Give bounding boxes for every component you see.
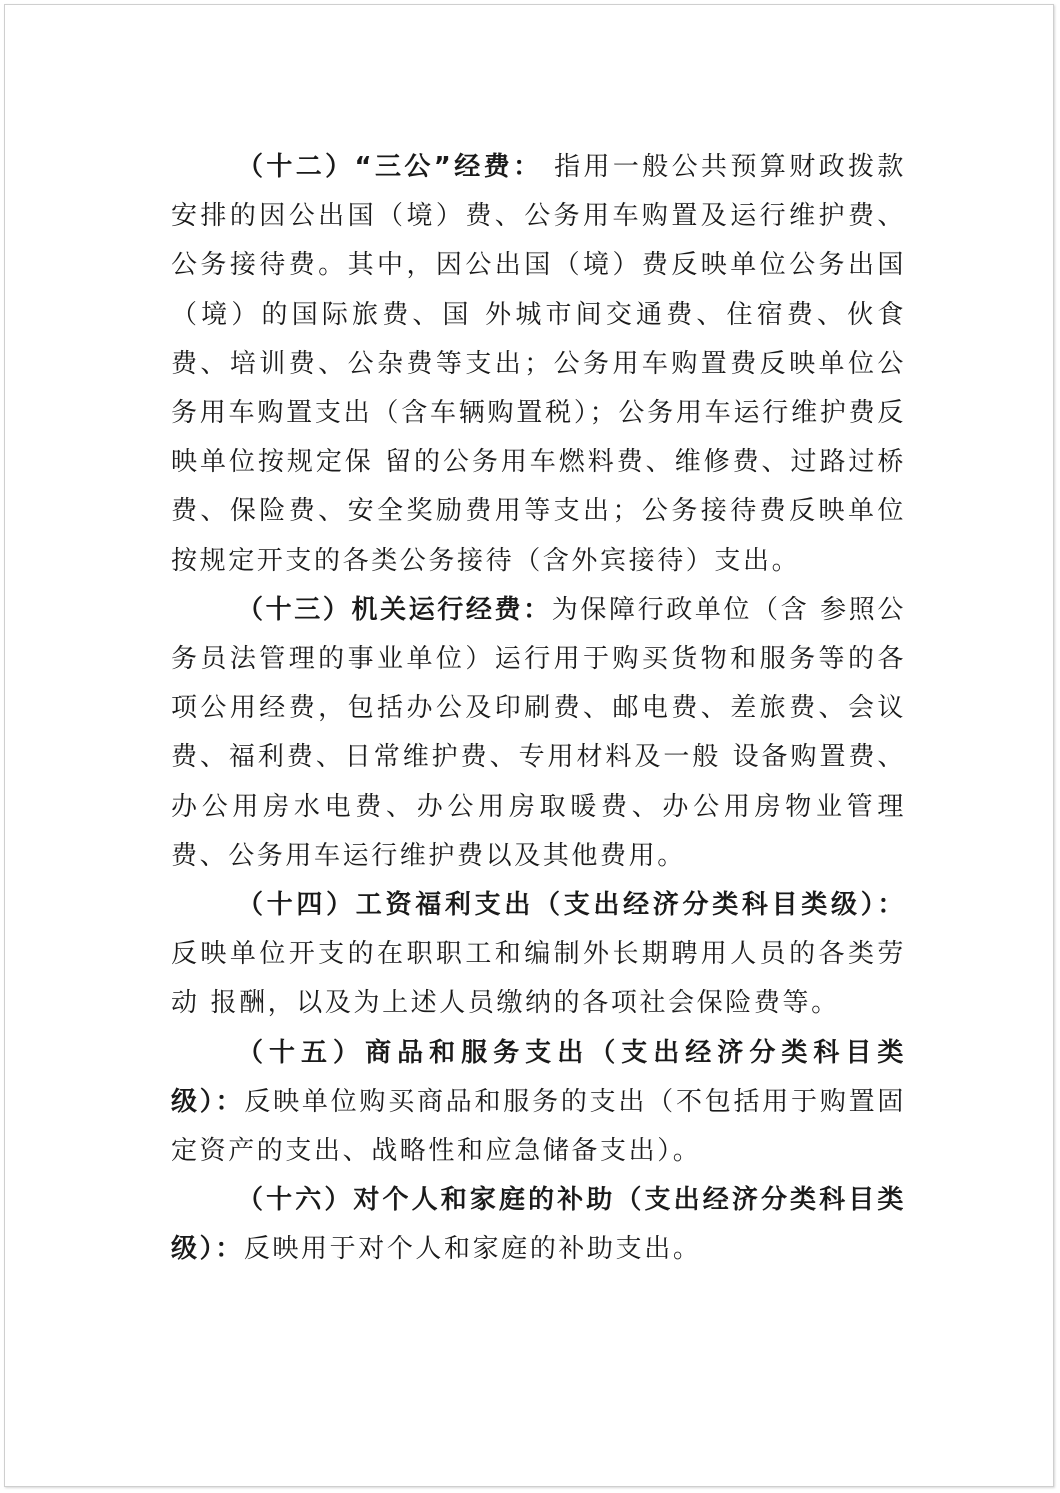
document-body [171, 143, 906, 1275]
paragraph-text: 反映单位开支的在职职工和编制外长期聘用人员的各类劳动 报酬，以及为上述人员缴纳的各项社会保险费等。 [171, 939, 906, 1019]
paragraph-13 [171, 586, 906, 881]
paragraph-heading: （十三）机关运行经费： [237, 594, 552, 625]
paragraph-heading: （十二）“三公”经费： [237, 152, 543, 182]
paragraph-text: 为保障行政单位（含 参照公务员法管理的事业单位）运行用于购买货物和服务等的各项公用经费，包括办公及印刷费、邮电费、差旅费、会议费、福利费、日常维护费、专用材料及一般 设备购置费、办公用房水电费、办公用房取暖费、办公用房物业管理费、公务用车运行维护费以及其他费用。 [171, 594, 906, 871]
paragraph-12 [171, 143, 906, 586]
paragraph-heading: （十六）对个人和家庭的补助（支出经济分类科目类级）： [171, 1185, 906, 1265]
paragraph-heading: （十四）工资福利支出（支出经济分类科目类级）： [237, 890, 906, 921]
paragraph-text: 反映用于对个人和家庭的补助支出。 [243, 1234, 702, 1265]
paragraph-text: 指用一般公共预算财政拨款安排的因公出国（境）费、公务用车购置及运行维护费、公务接待费。其中，因公出国（境）费反映单位公务出国（境）的国际旅费、国 外城市间交通费、住宿费、伙食费、培训费、公杂费等支出；公务用车购置费反映单位公务用车购置支出（含车辆购置税）；公务用车运行维护费反映单位按规定保 留的公务用车燃料费、维修费、过路过桥费、保险费、安全奖励费用等支出；公务接待费反映单位按规定开支的各类公务接待（含外宾接待）支出。 [171, 152, 906, 576]
paragraph-heading: （十五）商品和服务支出（支出经济分类科目类级）： [171, 1037, 906, 1117]
paragraph-16 [171, 1176, 906, 1274]
paragraph-15 [171, 1029, 906, 1177]
page-frame [4, 4, 1054, 1487]
paragraph-14 [171, 881, 906, 1029]
paragraph-text: 反映单位购买商品和服务的支出（不包括用于购置固定资产的支出、战略性和应急储备支出）。 [171, 1086, 906, 1167]
